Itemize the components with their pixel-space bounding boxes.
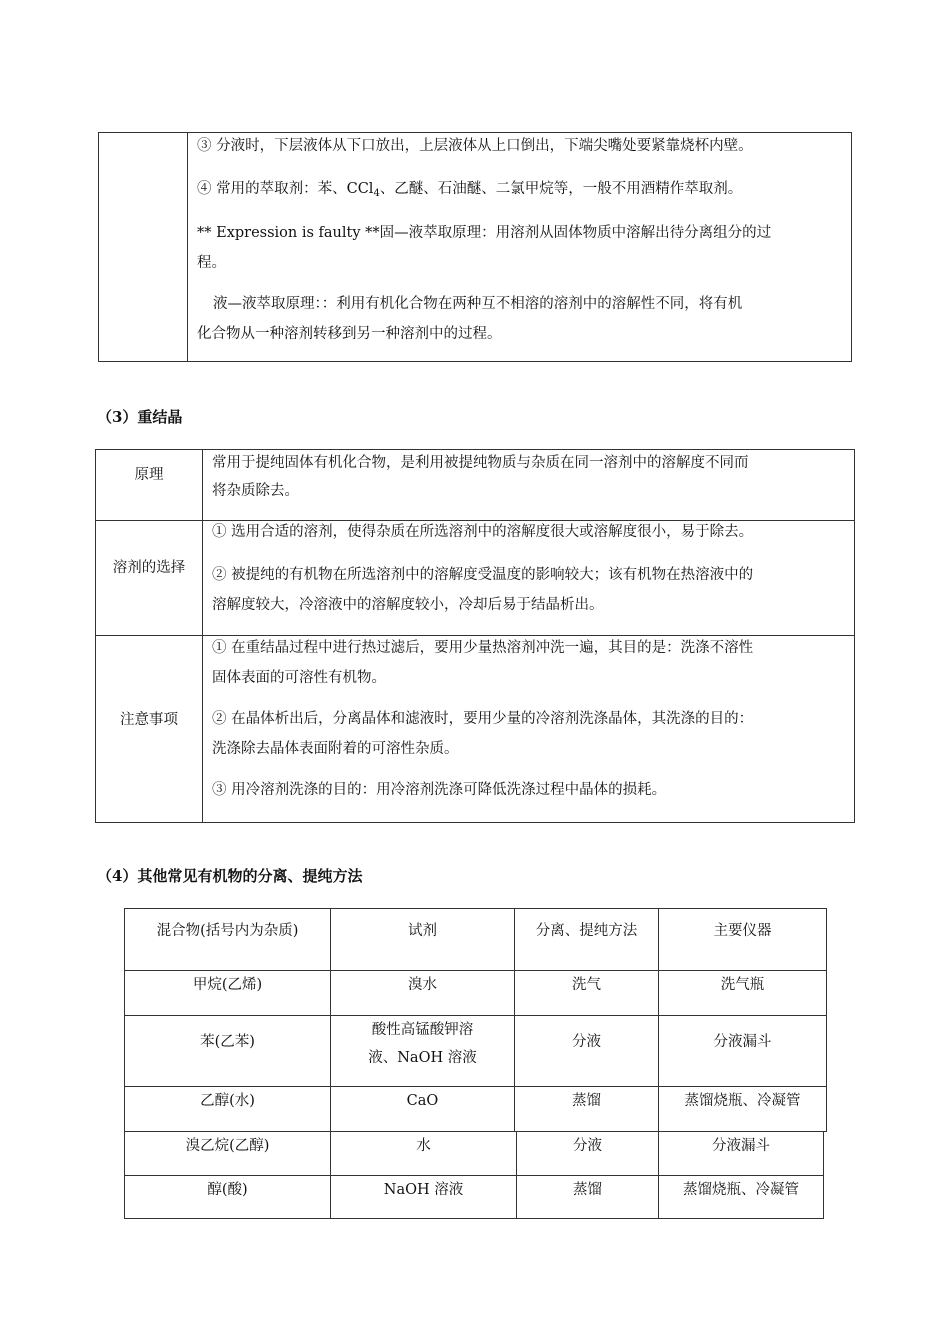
notes-line-5: ③ 用冷溶剂洗涤的目的：用冷溶剂洗涤可降低洗涤过程中晶体的损耗。 bbox=[212, 782, 667, 798]
table-row: 蒸馏烧瓶、冷凝管 bbox=[658, 1086, 827, 1132]
header-mixture: 混合物(括号内为杂质) bbox=[124, 908, 331, 971]
notes-label: 注意事项 bbox=[120, 712, 178, 728]
reagent-line-2: 液、NaOH 溶液 bbox=[368, 1050, 477, 1066]
header-reagent: 试剂 bbox=[330, 908, 515, 971]
reagent-line-1: 酸性高锰酸钾溶 bbox=[371, 1022, 474, 1038]
extraction-line-4: 程。 bbox=[197, 255, 226, 271]
table-row: 乙醇(水) bbox=[124, 1086, 331, 1132]
table-row: 洗气 bbox=[514, 970, 659, 1016]
table-row: 溴水 bbox=[330, 970, 515, 1016]
extraction-line-1: ③ 分液时，下层液体从下口放出，上层液体从上口倒出，下端尖嘴处要紧靠烧杯内壁。 bbox=[197, 138, 753, 154]
principle-line-2: 将杂质除去。 bbox=[212, 483, 299, 499]
recrystallization-table bbox=[95, 449, 855, 823]
header-method: 分离、提纯方法 bbox=[514, 908, 659, 971]
extraction-table bbox=[98, 132, 852, 362]
header-apparatus: 主要仪器 bbox=[658, 908, 827, 971]
principle-label: 原理 bbox=[134, 467, 164, 483]
solvent-line-1: ① 选用合适的溶剂，使得杂质在所选溶剂中的溶解度很大或溶解度很小，易于除去。 bbox=[212, 524, 754, 540]
extraction-line-5: 液—液萃取原理：：利用有机化合物在两种互不相溶的溶剂中的溶解性不同，将有机 bbox=[213, 296, 743, 312]
table-row bbox=[330, 1015, 515, 1087]
table-row: 苯(乙苯) bbox=[124, 1015, 331, 1087]
table-row: 蒸馏 bbox=[516, 1175, 659, 1219]
extraction-line-6: 化合物从一种溶剂转移到另一种溶剂中的过程。 bbox=[197, 326, 502, 342]
table-row: 水 bbox=[330, 1131, 517, 1176]
table-row: 分液漏斗 bbox=[658, 1131, 824, 1176]
table-row: 甲烷(乙烯) bbox=[124, 970, 331, 1016]
extraction-line-3: ** Expression is faulty **固—液萃取原理：用溶剂从固体物质中溶解出待分离组分的过 bbox=[197, 225, 772, 241]
table-row: 分液 bbox=[516, 1131, 659, 1176]
notes-line-1: ① 在重结晶过程中进行热过滤后，要用少量热溶剂冲洗一遍，其目的是：洗涤不溶性 bbox=[212, 640, 754, 656]
notes-line-3: ② 在晶体析出后，分离晶体和滤液时，要用少量的冷溶剂洗涤晶体，其洗涤的目的： bbox=[212, 711, 754, 727]
table-row: 醇(酸) bbox=[124, 1175, 331, 1219]
table-row: NaOH 溶液 bbox=[330, 1175, 517, 1219]
section-4-heading: （4）其他常见有机物的分离、提纯方法 bbox=[97, 867, 363, 885]
table-row: CaO bbox=[330, 1086, 515, 1132]
table-row: 分液漏斗 bbox=[658, 1015, 827, 1087]
table-row: 蒸馏 bbox=[514, 1086, 659, 1132]
table-row: 蒸馏烧瓶、冷凝管 bbox=[658, 1175, 824, 1219]
solvent-line-2: ② 被提纯的有机物在所选溶剂中的溶解度受温度的影响较大；该有机物在热溶液中的 bbox=[212, 567, 754, 583]
extraction-table-label-cell bbox=[187, 133, 188, 361]
solvent-line-3: 溶解度较大，冷溶液中的溶解度较小，冷却后易于结晶析出。 bbox=[212, 597, 604, 613]
extraction-line-2: ④ 常用的萃取剂：苯、CCl$_4$、乙醚、石油醚、二氯甲烷等，一般不用酒精作萃取剂。 bbox=[197, 181, 743, 199]
table-row: 分液 bbox=[514, 1015, 659, 1087]
table-row: 溴乙烷(乙醇) bbox=[124, 1131, 331, 1176]
notes-line-2: 固体表面的可溶性有机物。 bbox=[212, 670, 386, 686]
table2-col-divider bbox=[202, 450, 203, 822]
notes-line-4: 洗涤除去晶体表面附着的可溶性杂质。 bbox=[212, 741, 459, 757]
table-row: 洗气瓶 bbox=[658, 970, 827, 1016]
section-3-heading: （3）重结晶 bbox=[97, 408, 183, 426]
solvent-choice-label: 溶剂的选择 bbox=[112, 560, 186, 576]
principle-line-1: 常用于提纯固体有机化合物，是利用被提纯物质与杂质在同一溶剂中的溶解度不同而 bbox=[212, 455, 749, 471]
